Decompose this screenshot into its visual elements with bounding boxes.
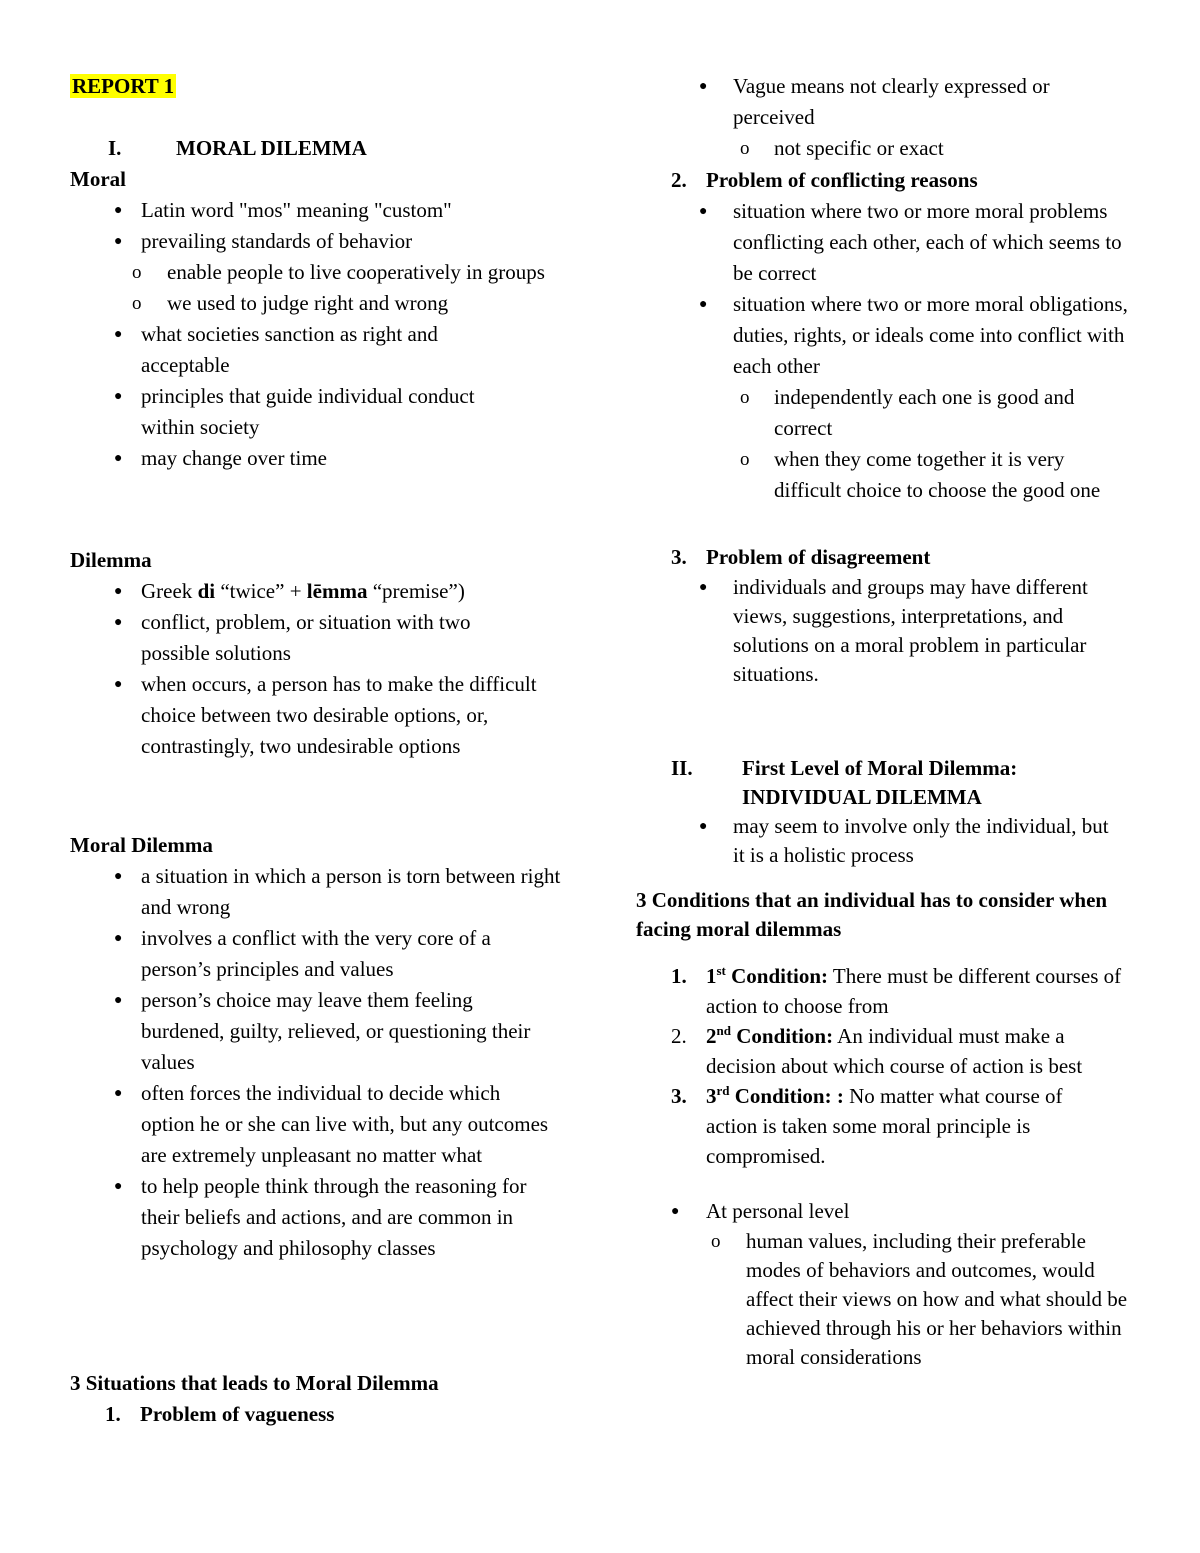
situations-heading: 3 Situations that leads to Moral Dilemma (70, 1371, 439, 1395)
sub-list-item: o when they come together it is very difficult choice to choose the good one (636, 444, 1119, 506)
section-2-heading: II. First Level of Moral Dilemma: INDIVIDUAL DILEMMA ● may seem to involve only the individual, but it is a holistic process (636, 754, 1136, 870)
list-item: ● situation where two or more moral obligations, duties, rights, or ideals come into conflict with each other (636, 289, 1133, 382)
conditions-heading: 3 Conditions that an individual has to consider when facing moral dilemmas (636, 888, 1108, 941)
list-item: ● when occurs, a person has to make the difficult choice between two desirable options, or, contrastingly, two undesirable options (70, 669, 561, 762)
moral-dilemma-section (70, 830, 570, 1264)
list-item: ● often forces the individual to decide which option he or she can live with, but any outcomes are extremely unpleasant no matter what (70, 1078, 551, 1171)
list-item: ● may seem to involve only the individual, but it is a holistic process (699, 814, 1109, 867)
condition-item: 1. 1st Condition: There must be different courses of action to choose from (671, 963, 1122, 1018)
list-item: ● Latin word "mos" meaning "custom" (70, 195, 570, 226)
bullet-icon: ● (671, 1204, 680, 1219)
hollow-bullet-icon: o (132, 293, 142, 314)
situation-item-1: 1. Problem of vagueness (105, 1402, 335, 1426)
bullet-icon: ● (114, 327, 123, 342)
list-item: ● may change over time (70, 443, 570, 474)
bullet-icon: ● (114, 677, 123, 692)
list-item: ● Greek di “twice” + lēmma “premise”) (70, 576, 570, 607)
list-item: ● person’s choice may leave them feeling burdened, guilty, relieved, or questioning their values (70, 985, 541, 1078)
dilemma-heading: Dilemma (70, 548, 152, 572)
bullet-icon: ● (114, 584, 123, 599)
situation-item-2: 2. Problem of conflicting reasons ● situation where two or more moral problems conflicting each other, each of which seems to be correct ● situation where two or more moral obligations, duties, rights, or ideals come into conflict with each other o independently each one is good and correct o when they come together it is very difficult choice to choose the good one (636, 165, 1136, 506)
list-item: ● At personal level (636, 1196, 1136, 1227)
bullet-icon: ● (699, 79, 708, 94)
list-item: ● a situation in which a person is torn between right and wrong (70, 861, 571, 923)
bullet-icon: ● (114, 451, 123, 466)
list-item: ● involves a conflict with the very core of a person’s principles and values (70, 923, 541, 985)
bullet-icon: ● (114, 931, 123, 946)
bullet-icon: ● (699, 819, 708, 834)
sub-list-item: o independently each one is good and correct (636, 382, 1119, 444)
conditions-list (636, 961, 1136, 1171)
situation-1-content (636, 71, 1136, 164)
moral-heading: Moral (70, 167, 126, 191)
bullet-icon: ● (699, 204, 708, 219)
hollow-bullet-icon: o (740, 138, 750, 159)
sub-list-item: o not specific or exact (636, 133, 1136, 164)
list-item: ● prevailing standards of behavior (70, 226, 570, 257)
bullet-icon: ● (114, 993, 123, 1008)
situations-section (70, 1368, 590, 1430)
list-item: ● conflict, problem, or situation with two possible solutions (70, 607, 541, 669)
list-item: ● what societies sanction as right and acceptable (70, 319, 496, 381)
moral-dilemma-heading: Moral Dilemma (70, 833, 213, 857)
list-item: ● principles that guide individual conduct within society (70, 381, 531, 443)
bullet-icon: ● (114, 234, 123, 249)
sub-list-item: o human values, including their preferable modes of behaviors and outcomes, would affect their views on how and what should be achieved through his or her behaviors within moral considerations (711, 1229, 1128, 1369)
bullet-icon: ● (699, 580, 708, 595)
hollow-bullet-icon: o (740, 387, 750, 408)
condition-item: 3. 3rd Condition: : No matter what course of action is taken some moral principle is compromised. (671, 1083, 1063, 1168)
list-item: ● situation where two or more moral problems conflicting each other, each of which seems to be correct (636, 196, 1133, 289)
hollow-bullet-icon: o (711, 1231, 721, 1252)
bullet-icon: ● (114, 1179, 123, 1194)
list-item: ● to help people think through the reasoning for their beliefs and actions, and are common in psychology and philosophy classes (70, 1171, 551, 1264)
condition-item: 2. 2nd Condition: An individual must make a decision about which course of action is best (671, 1023, 1083, 1078)
situation-item-3: 3. Problem of disagreement ● individuals and groups may have different views, suggestions, interpretations, and solutions on a moral problem in particular situations. (636, 542, 1136, 689)
list-item: ● Vague means not clearly expressed or perceived (636, 71, 1113, 133)
bullet-icon: ● (114, 389, 123, 404)
report-title: REPORT 1 (72, 74, 175, 98)
dilemma-section (70, 545, 570, 762)
sub-list-item: o enable people to live cooperatively in groups (70, 257, 567, 288)
bullet-icon: ● (699, 297, 708, 312)
bullet-icon: ● (114, 203, 123, 218)
hollow-bullet-icon: o (132, 262, 142, 283)
sub-list-item: o we used to judge right and wrong (70, 288, 570, 319)
list-item: ● individuals and groups may have different views, suggestions, interpretations, and solutions on a moral problem in particular situations. (699, 575, 1088, 686)
bullet-icon: ● (114, 869, 123, 884)
hollow-bullet-icon: o (740, 449, 750, 470)
moral-section (70, 164, 570, 474)
personal-level (636, 1196, 1136, 1372)
bullet-icon: ● (114, 615, 123, 630)
bullet-icon: ● (114, 1086, 123, 1101)
